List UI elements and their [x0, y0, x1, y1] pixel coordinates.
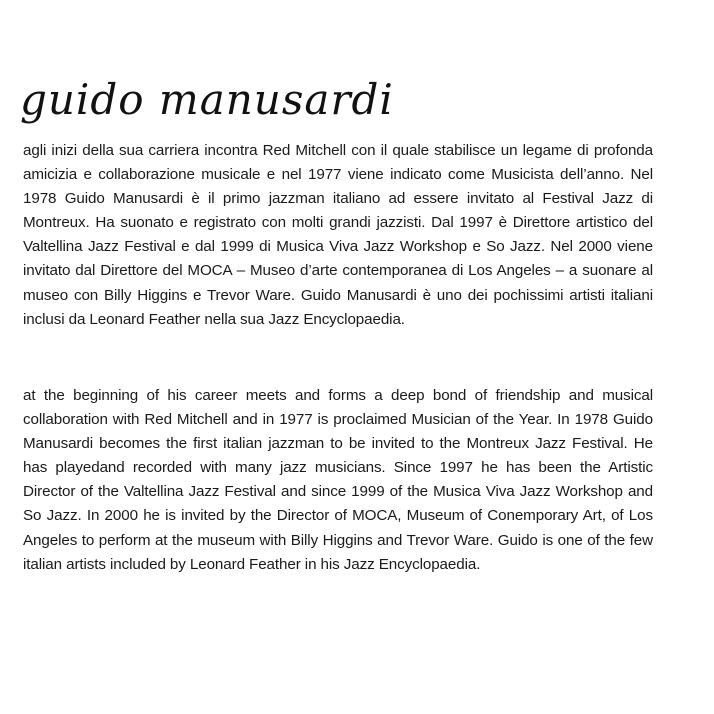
biography-italian: agli inizi della sua carriera incontra Red Mitchell con il quale stabilisce un legame di profonda amicizia e collaborazione musicale e nel 1977 viene indicato come Musicista dell’anno. Nel 1978 Guido Manusardi è il primo jazzman italiano ad essere invitato al Festival Jazz di Montreux. Ha suonato e registrato con molti grandi jazzisti. Dal 1997 è Direttore artistico del Valtellina Jazz Festival e dal 1999 di Musica Viva Jazz Workshop e So Jazz. Nel 2000 viene invitato dal Direttore del MOCA – Museo d’arte contemporanea di Los Angeles – a suonare al museo con Billy Higgins e Trevor Ware. Guido Manusardi è uno dei pochissimi artisti italiani inclusi da Leonard Feather nella sua Jazz Encyclopaedia. [23, 142, 653, 328]
biography-english: at the beginning of his career meets and forms a deep bond of friendship and musical collaboration with Red Mitchell and in 1977 is proclaimed Musician of the Year. In 1978 Guido Manusardi becomes the first italian jazzman to be invited to the Montreux Jazz Festival. He has playedand recorded with many jazz musicians. Since 1997 he has been the Artistic Director of the Valtellina Jazz Festival and since 1999 of the Musica Viva Jazz Workshop and So Jazz. In 2000 he is invited by the Director of MOCA, Museum of Conemporary Art, of Los Angeles to perform at the museum with Billy Higgins and Trevor Ware. Guido is one of the few italian artists included by Leonard Feather in his Jazz Encyclopaedia. [23, 387, 653, 573]
page-title: guido manusardi [20, 75, 394, 124]
